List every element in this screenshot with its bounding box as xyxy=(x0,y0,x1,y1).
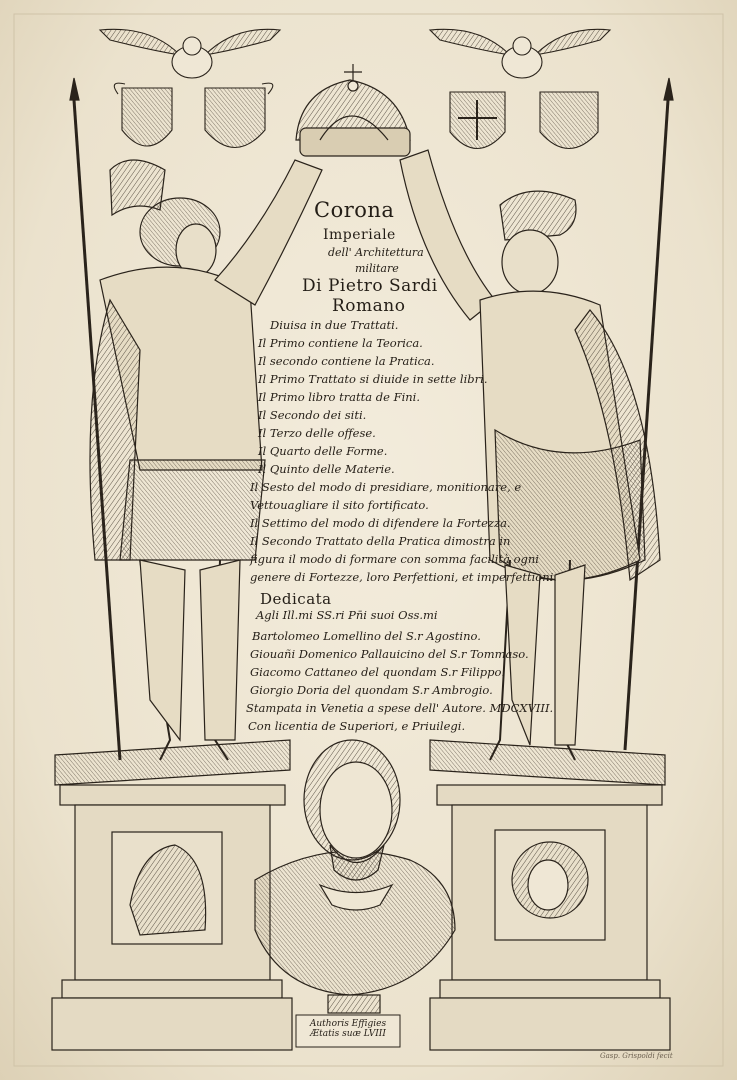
contents-line: genere di Fortezze, loro Perfettioni, et imperfettioni. xyxy=(250,570,557,584)
engraver-signature: Gasp. Grispoldi fecit xyxy=(600,1052,673,1060)
contents-line: Il Quarto delle Forme. xyxy=(258,444,388,458)
author-portrait-bust xyxy=(255,740,455,1013)
title-architettura: dell' Architettura xyxy=(328,246,424,259)
title-militare: militare xyxy=(355,262,399,275)
contents-line: Il Terzo delle offese. xyxy=(258,426,376,440)
author-origin: Romano xyxy=(332,296,406,316)
dedicatee-name: Giouañi Domenico Pallauicino del S.r Tommaso. xyxy=(250,647,529,661)
license-line: Con licentia de Superiori, e Priuilegi. xyxy=(248,719,466,733)
contents-line: Il Settimo del modo di difendere la Fortezza. xyxy=(250,516,511,530)
portrait-caption xyxy=(298,1019,398,1039)
contents-line: Vettouagliare il sito fortificato. xyxy=(250,498,429,512)
contents-line: Il Quinto delle Materie. xyxy=(258,462,395,476)
contents-line: Il secondo contiene la Pratica. xyxy=(258,354,435,368)
right-pedestal xyxy=(430,740,670,1050)
contents-line: figura il modo di formare con somma facilità ogni xyxy=(250,552,539,566)
contents-line: Diuisa in due Trattati. xyxy=(270,318,399,332)
dedicatee-name: Bartolomeo Lomellino del S.r Agostino. xyxy=(252,629,481,643)
dedicatee-name: Giorgio Doria del quondam S.r Ambrogio. xyxy=(250,683,493,697)
dedication-heading: Dedicata xyxy=(260,590,332,608)
contents-line: Il Primo libro tratta de Fini. xyxy=(258,390,421,404)
portrait-caption-line1: Authoris Effigies xyxy=(309,1019,387,1029)
contents-line: Il Secondo Trattato della Pratica dimostra in xyxy=(250,534,511,548)
contents-line: Il Primo contiene la Teorica. xyxy=(258,336,423,350)
portrait-caption-line2: Ætatis suæ LVIII xyxy=(310,1029,386,1039)
dedicatee-name: Giacomo Cattaneo del quondam S.r Filippo. xyxy=(250,665,505,679)
contents-line: Il Sesto del modo di presidiare, monitionare, e xyxy=(250,480,522,494)
author-name: Di Pietro Sardi xyxy=(302,276,438,296)
contents-line: Il Secondo dei siti. xyxy=(258,408,367,422)
contents-line: Il Primo Trattato si diuide in sette libri. xyxy=(258,372,488,386)
right-putto-arms xyxy=(430,29,610,148)
imperial-crown xyxy=(296,64,410,156)
left-putto-arms xyxy=(100,29,280,147)
title-corona: Corona xyxy=(314,198,395,222)
imprint: Stampata in Venetia a spese dell' Autore. MDCXVIII. xyxy=(246,701,554,715)
dedication-to: Agli Ill.mi SS.ri Pn̄i suoi Oss.mi xyxy=(256,608,438,622)
title-imperiale: Imperiale xyxy=(323,227,396,243)
